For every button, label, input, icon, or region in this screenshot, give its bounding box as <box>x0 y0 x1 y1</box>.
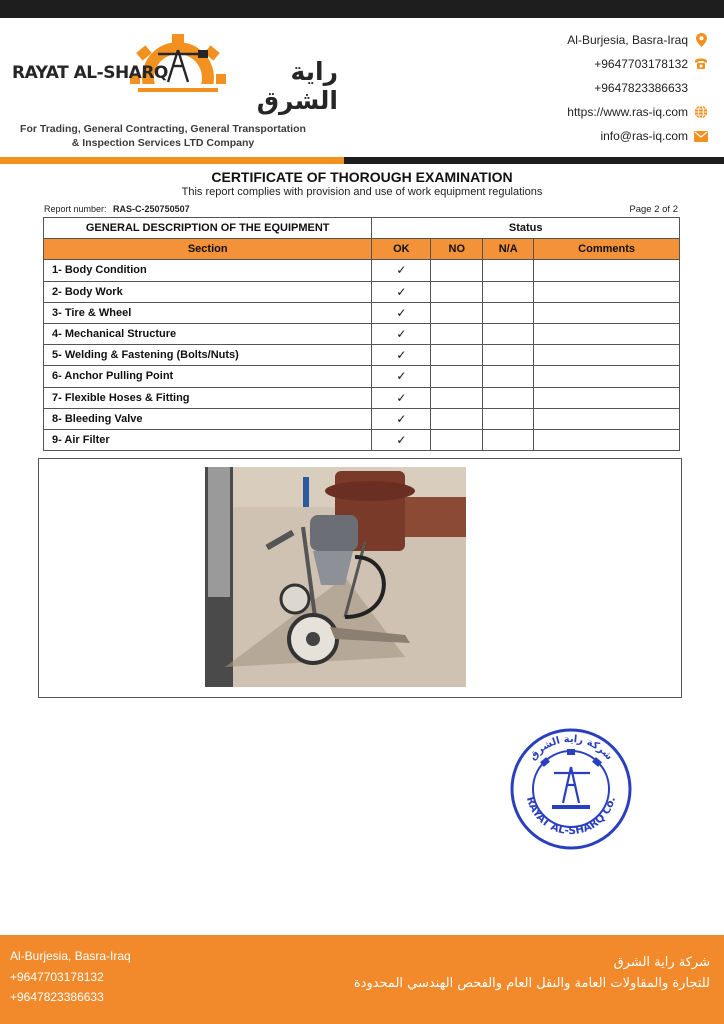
footer-address: Al-Burjesia, Basra-Iraq <box>10 949 131 963</box>
table-row <box>44 302 680 323</box>
contact-address <box>567 28 708 52</box>
globe-icon <box>694 105 708 119</box>
row-comments <box>534 408 680 429</box>
row-na <box>483 366 534 387</box>
row-section: 4- Mechanical Structure <box>44 323 372 344</box>
contact-phone-1 <box>567 52 708 76</box>
row-na <box>483 281 534 302</box>
phone-icon <box>694 57 708 71</box>
row-comments <box>534 281 680 302</box>
row-na <box>483 387 534 408</box>
checkmark-icon: ✓ <box>372 408 431 429</box>
logo-arabic-text: راية الشرق <box>256 57 338 115</box>
table-row <box>44 260 680 281</box>
row-section: 7- Flexible Hoses & Fitting <box>44 387 372 408</box>
table-row <box>44 408 680 429</box>
header-divider-dark <box>344 157 724 164</box>
page-number: Page 2 of 2 <box>629 204 678 215</box>
checkmark-icon: ✓ <box>372 281 431 302</box>
logo-tagline <box>8 122 318 150</box>
row-na <box>483 429 534 450</box>
row-comments <box>534 387 680 408</box>
stamp-text-english: RAYAT AL-SHARQ Co. <box>523 795 619 838</box>
tagline-line-2: & Inspection Services LTD Company <box>71 137 255 149</box>
checkmark-icon: ✓ <box>372 260 431 281</box>
top-dark-bar <box>0 0 724 18</box>
row-no <box>431 408 483 429</box>
row-section: 6- Anchor Pulling Point <box>44 366 372 387</box>
footer-arabic-line-1: شركة راية الشرق <box>613 955 710 970</box>
row-na <box>483 302 534 323</box>
column-header-no: NO <box>431 239 483 260</box>
row-section: 3- Tire & Wheel <box>44 302 372 323</box>
inspection-table <box>43 217 680 451</box>
envelope-icon <box>694 129 708 143</box>
row-no <box>431 302 483 323</box>
equipment-photo <box>205 467 466 687</box>
row-no <box>431 387 483 408</box>
certificate-subtitle: This report complies with provision and use of work equipment regulations <box>181 186 543 198</box>
row-no <box>431 281 483 302</box>
row-section: 1- Body Condition <box>44 260 372 281</box>
status-heading: Status <box>372 218 680 239</box>
footer-phone-2[interactable]: +9647823386633 <box>10 990 104 1004</box>
table-row <box>44 345 680 366</box>
row-section: 5- Welding & Fastening (Bolts/Nuts) <box>44 345 372 366</box>
row-comments <box>534 323 680 344</box>
row-no <box>431 429 483 450</box>
table-row <box>44 323 680 344</box>
table-row <box>44 387 680 408</box>
row-na <box>483 323 534 344</box>
row-na <box>483 260 534 281</box>
row-comments <box>534 366 680 387</box>
row-no <box>431 366 483 387</box>
logo-english-text: RAYAT AL-SHARQ <box>12 63 168 83</box>
column-header-na: N/A <box>483 239 534 260</box>
row-no <box>431 260 483 281</box>
checkmark-icon: ✓ <box>372 387 431 408</box>
table-row <box>44 281 680 302</box>
row-section: 9- Air Filter <box>44 429 372 450</box>
contact-address-text: Al-Burjesia, Basra-Iraq <box>567 33 688 47</box>
company-stamp <box>508 727 634 851</box>
row-comments <box>534 260 680 281</box>
row-comments <box>534 429 680 450</box>
table-column-header <box>44 239 680 260</box>
header-contacts <box>567 28 708 148</box>
row-comments <box>534 345 680 366</box>
contact-website-text[interactable]: https://www.ras-iq.com <box>567 105 688 119</box>
contact-website <box>567 100 708 124</box>
tagline-line-1: For Trading, General Contracting, General Transportation <box>20 123 306 135</box>
company-logo <box>8 24 338 154</box>
checkmark-icon: ✓ <box>372 323 431 344</box>
table-row <box>44 366 680 387</box>
footer <box>0 935 724 1024</box>
footer-arabic-company <box>354 952 710 994</box>
row-na <box>483 408 534 429</box>
certificate-title: CERTIFICATE OF THOROUGH EXAMINATION <box>211 169 513 185</box>
column-header-ok: OK <box>372 239 431 260</box>
row-na <box>483 345 534 366</box>
report-number-label: Report number: <box>44 204 107 214</box>
checkmark-icon: ✓ <box>372 366 431 387</box>
row-no <box>431 323 483 344</box>
footer-contacts <box>10 946 131 1008</box>
stamp-text-arabic: شركة راية الشرق <box>527 733 615 763</box>
row-comments <box>534 302 680 323</box>
footer-phone-1[interactable]: +9647703178132 <box>10 969 104 984</box>
row-no <box>431 345 483 366</box>
report-number-value: RAS-C-250750507 <box>113 204 190 214</box>
table-group-header <box>44 218 680 239</box>
checkmark-icon: ✓ <box>372 302 431 323</box>
column-header-comments: Comments <box>534 239 680 260</box>
checkmark-icon: ✓ <box>372 345 431 366</box>
location-pin-icon <box>694 33 708 47</box>
contact-phone-1-text[interactable]: +9647703178132 <box>594 57 688 71</box>
contact-email-text[interactable]: info@ras-iq.com <box>600 129 688 143</box>
header-divider-orange <box>0 157 344 164</box>
table-row <box>44 429 680 450</box>
row-section: 8- Bleeding Valve <box>44 408 372 429</box>
row-section: 2- Body Work <box>44 281 372 302</box>
contact-phone-2-text[interactable]: +9647823386633 <box>594 81 688 95</box>
checkmark-icon: ✓ <box>372 429 431 450</box>
footer-arabic-line-2: للتجارة والمقاولات العامة والنقل العام والفحص الهندسي المحدودة <box>353 976 710 991</box>
contact-phone-2 <box>567 76 708 100</box>
general-description-heading: GENERAL DESCRIPTION OF THE EQUIPMENT <box>44 218 372 239</box>
report-number <box>44 204 190 214</box>
column-header-section: Section <box>44 239 372 260</box>
contact-email <box>567 124 708 148</box>
